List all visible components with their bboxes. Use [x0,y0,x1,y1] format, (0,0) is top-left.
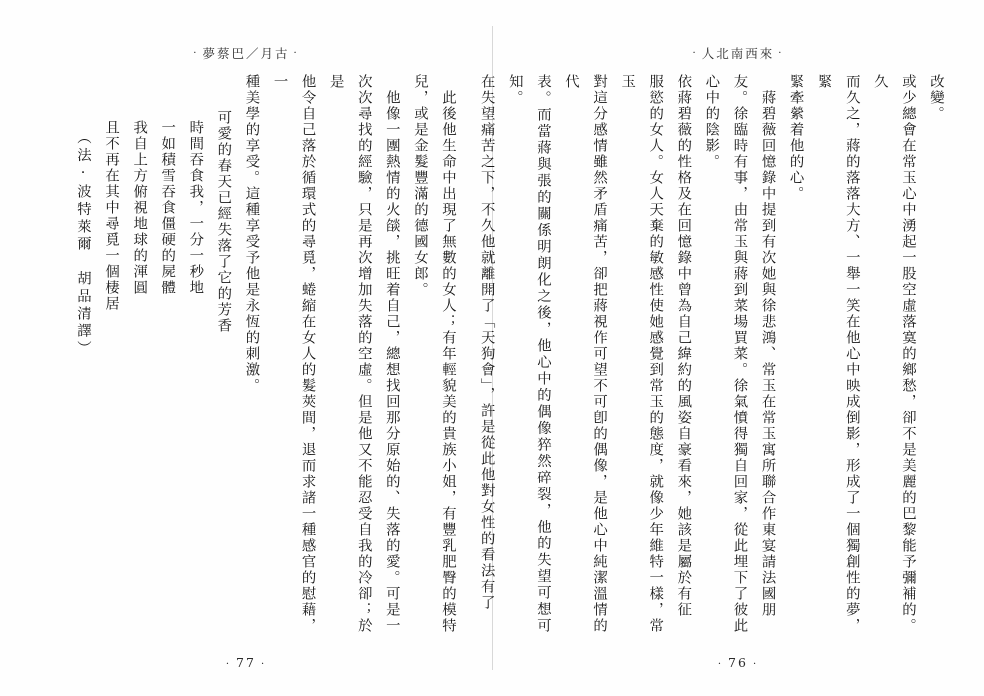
right-body-columns [473,74,950,634]
body-column: 而久之，蔣的落落大方、一舉一笑在他心中映成倒影，形成了一個獨創性的夢，緊 [815,74,860,634]
poem-attribution: （法·波特萊爾 胡品清譯） [74,130,91,358]
right-page-folio [492,655,984,670]
left-running-head [0,44,492,62]
folio-left-dot: · [717,659,724,670]
body-column: 次次尋找的經驗，只是再次增加失落的空虛。但是他又不能忍受自我的冷卻；於是 [327,74,372,634]
right-page [478,0,984,696]
body-column: 在失望痛苦之下，不久他就離開了「天狗會」，許是從此他對女性的看法有了 [478,74,495,611]
body-column: 對這分感情雖然矛盾痛苦，卻把蔣視作可望不可卽的偶像，是他心中純潔溫情的代 [562,74,608,634]
running-head-title: 人北南西來 [701,46,775,61]
poem-line: 我自上方俯視地球的渾圓 [131,120,148,296]
left-page-folio [0,655,492,670]
body-column: 他像一團熱情的火燄，挑旺着自己，總想找回那分原始的、失落的愛。可是一 [383,90,400,634]
running-head-left-dot: · [692,47,698,59]
left-page-body [34,74,462,634]
body-column: 友。徐臨時有事，由常玉與蔣到菜場買菜。徐氣憤得獨自回家，從此埋下了彼此心中的陰影。 [703,74,748,634]
running-head-left-dot: · [193,47,199,59]
running-head-right-dot: · [293,47,299,59]
body-column: 種美學的享受。這種享受予他是永恆的刺激。 [243,74,260,394]
folio-right-dot: · [260,659,267,670]
right-running-head [492,44,984,62]
body-column: 緊牽縈着他的心。 [787,74,804,202]
body-column: 依蔣碧薇的性格及在回憶錄中曾為自己緯約的風姿自豪看來，她該是屬於有征 [675,74,692,618]
folio-number: 77 [236,655,256,670]
left-body-columns [69,74,462,634]
folio-right-dot: · [752,659,759,670]
body-column: 蔣碧薇回憶錄中提到有次她與徐悲鴻、常玉在常玉寓所聯合作東宴請法國朋 [759,90,776,618]
body-column: 服慾的女人。女人天棄的敏感性使她感覺到常玉的態度，就像少年維特一樣，常玉 [619,74,664,634]
body-column: 表。而當蔣與張的關係明朗化之後，他心中的偶像猝然碎裂，他的失望可想可知。 [506,74,551,634]
poem-line: 且不再在其中尋覓一個棲居 [103,120,120,312]
poem-line: 時間吞食我，一分一秒地 [187,120,204,296]
body-column: 或少總會在常玉心中湧起一股空虛落寞的鄉愁，卻不是美麗的巴黎能予彌補的。久 [871,74,916,634]
poem-line: 可愛的春天已經失落了它的芳香 [215,110,232,334]
running-head-title: 夢蔡巴／月古 [202,46,290,61]
body-column: 改變。 [928,74,944,122]
folio-left-dot: · [225,659,232,670]
folio-number: 76 [728,655,748,670]
body-column: 他令自己落於循環式的尋覓，蜷縮在女人的髮莢間，退而求諸一種感官的慰藉，一 [271,74,316,634]
body-column: 此後他生命中出現了無數的女人；有年輕貌美的貴族小姐，有豐乳肥臀的模特 [440,90,456,634]
running-head-right-dot: · [778,47,784,59]
body-column: 兒，或是金髮豐滿的德國女郎。 [411,74,428,298]
right-page-body [478,74,950,634]
poem-line: 一如積雪吞食僵硬的屍體 [159,120,176,296]
